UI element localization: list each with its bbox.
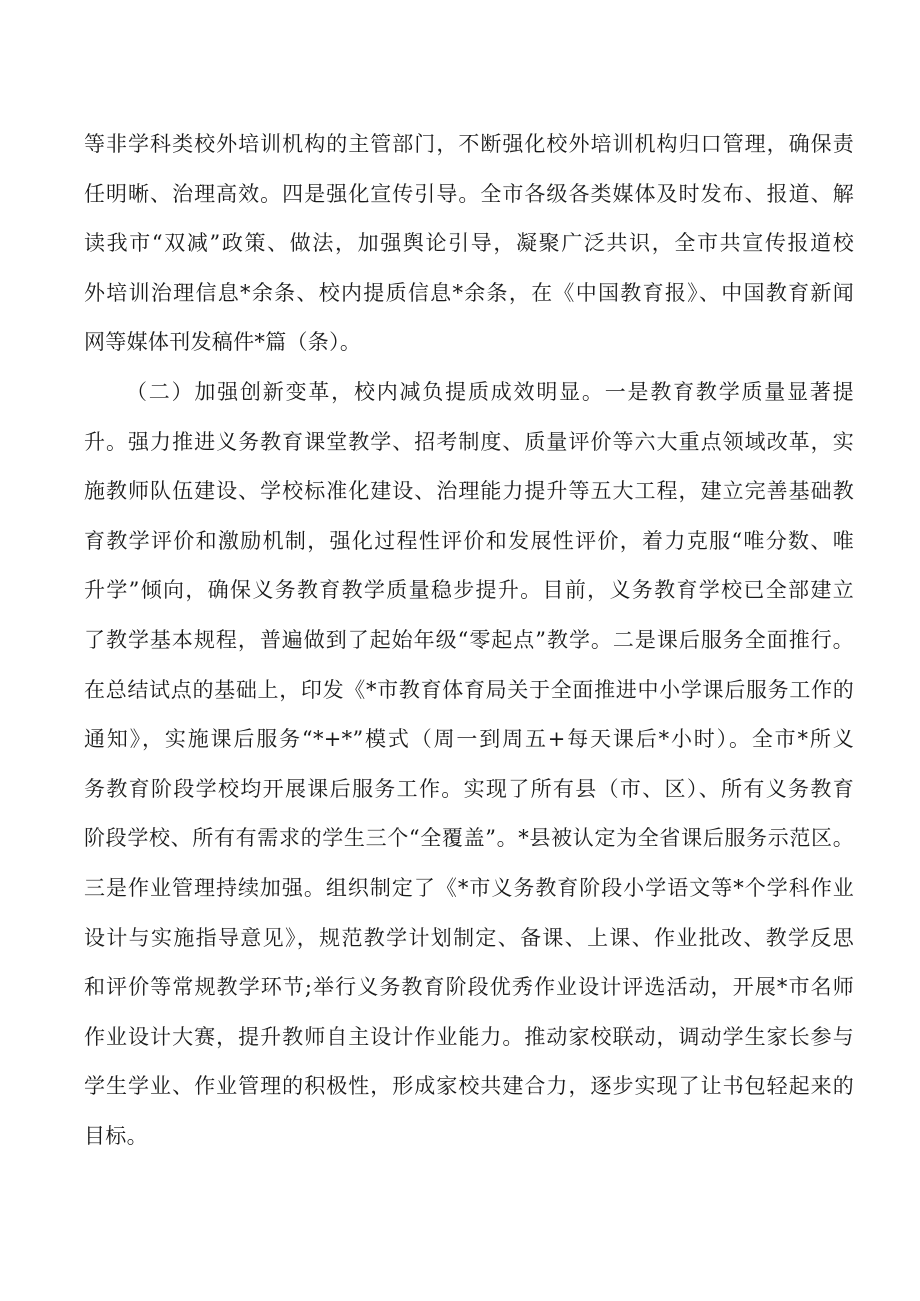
text-line: 通知》，实施课后服务“*+*”模式（周一到周五+每天课后*小时）。全市*所义: [84, 727, 854, 752]
text-line: 外培训治理信息*余条、校内提质信息*余条，在《中国教育报》、中国教育新闻: [84, 280, 854, 305]
text-line: 升学”倾向，确保义务教育教学质量稳步提升。目前，义务教育学校已全部建立: [84, 578, 854, 603]
text-line: 了教学基本规程，普遍做到了起始年级“零起点”教学。二是课后服务全面推行。: [84, 627, 854, 652]
text-line: 阶段学校、所有有需求的学生三个“全覆盖”。*县被认定为全省课后服务示范区。: [84, 826, 854, 851]
text-line: 等非学科类校外培训机构的主管部门，不断强化校外培训机构归口管理，确保责: [84, 132, 854, 156]
text-line: 在总结试点的基础上，印发《*市教育体育局关于全面推进中小学课后服务工作的: [84, 677, 854, 702]
body-text: [84, 120, 854, 1161]
text-line: 三是作业管理持续加强。组织制定了《*市义务教育阶段小学语文等*个学科作业: [84, 875, 854, 900]
paragraph-1: [84, 120, 854, 368]
text-line: 目标。: [84, 1123, 148, 1148]
text-line: 学生学业、作业管理的积极性，形成家校共建合力，逐步实现了让书包轻起来的: [84, 1074, 854, 1099]
text-line: 读我市“双减”政策、做法，加强舆论引导，凝聚广泛共识，全市共宣传报道校: [84, 231, 854, 256]
text-line: 升。强力推进义务教育课堂教学、招考制度、质量评价等六大重点领域改革，实: [84, 429, 854, 454]
text-line: 设计与实施指导意见》，规范教学计划制定、备课、上课、作业批改、教学反思: [84, 925, 854, 950]
text-line: 作业设计大赛，提升教师自主设计作业能力。推动家校联动，调动学生家长参与: [84, 1024, 854, 1049]
text-line: （二）加强创新变革，校内减负提质成效明显。一是教育教学质量显著提: [126, 379, 854, 404]
text-line: 和评价等常规教学环节;举行义务教育阶段优秀作业设计评选活动，开展*市名师: [84, 975, 854, 1000]
text-line: 网等媒体刊发稿件*篇（条）。: [84, 330, 362, 355]
text-line: 育教学评价和激励机制，强化过程性评价和发展性评价，着力克服“唯分数、唯: [84, 528, 854, 553]
text-line: 任明晰、治理高效。四是强化宣传引导。全市各级各类媒体及时发布、报道、解: [84, 181, 854, 206]
text-line: 施教师队伍建设、学校标准化建设、治理能力提升等五大工程，建立完善基础教: [84, 479, 854, 504]
text-line: 务教育阶段学校均开展课后服务工作。实现了所有县（市、区）、所有义务教育: [84, 776, 854, 801]
paragraph-2: [84, 368, 854, 1162]
